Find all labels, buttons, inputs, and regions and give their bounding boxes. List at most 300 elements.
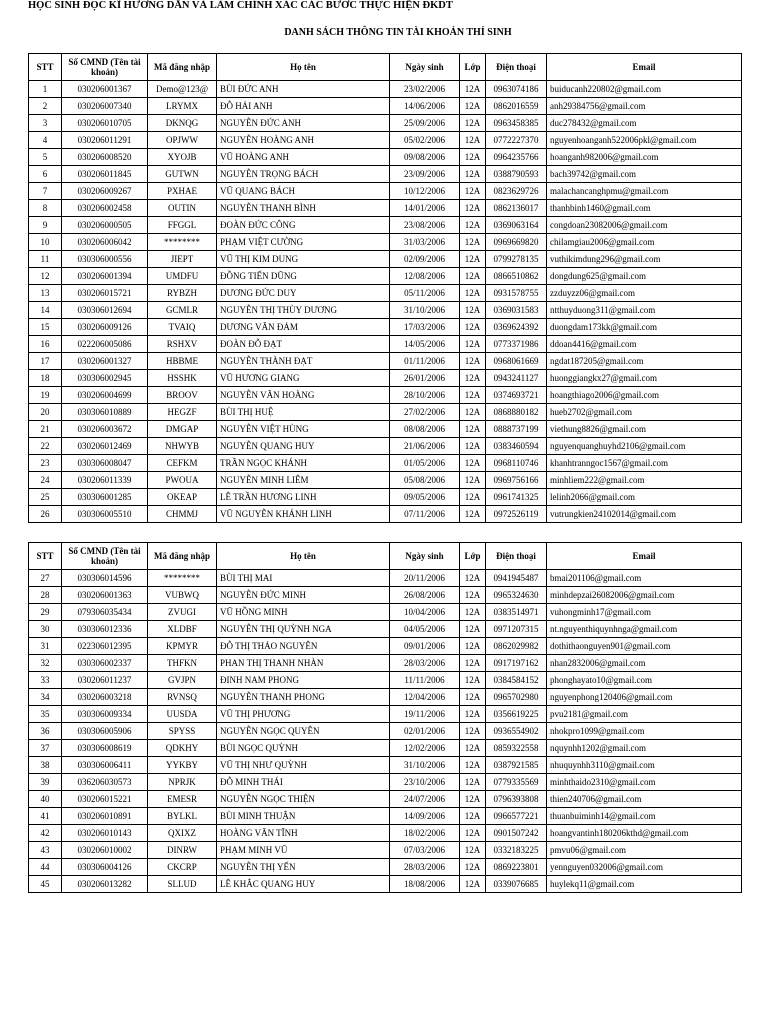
cell-phone: 0859322558 (486, 740, 547, 757)
cell-login-code: DKNQG (148, 115, 217, 132)
cell-birth-date: 05/11/2006 (390, 285, 460, 302)
cell-phone: 0796393808 (486, 791, 547, 808)
cell-phone: 0332183225 (486, 842, 547, 859)
cell-stt: 7 (29, 183, 62, 200)
cell-full-name: PHAN THỊ THANH NHÀN (217, 655, 390, 672)
cell-email: buiducanh220802@gmail.com (547, 81, 742, 98)
cell-birth-date: 02/01/2006 (390, 723, 460, 740)
cell-email: nguyenquanghuyhd2106@gmail.com (547, 438, 742, 455)
cell-id-number: 030306008047 (62, 455, 148, 472)
cell-phone: 0968061669 (486, 353, 547, 370)
cell-login-code: HEGZF (148, 404, 217, 421)
cell-full-name: NGUYỄN THỊ QUỲNH NGA (217, 621, 390, 638)
cell-id-number: 030306014596 (62, 570, 148, 587)
table-row (29, 166, 742, 183)
cell-class: 12A (460, 859, 486, 876)
cell-login-code: SPYSS (148, 723, 217, 740)
cell-birth-date: 23/09/2006 (390, 166, 460, 183)
cell-email: khanhtranngoc1567@gmail.com (547, 455, 742, 472)
cell-birth-date: 26/08/2006 (390, 587, 460, 604)
cell-birth-date: 23/02/2006 (390, 81, 460, 98)
cell-class: 12A (460, 774, 486, 791)
cell-login-code: ******** (148, 570, 217, 587)
table-row (29, 302, 742, 319)
cell-birth-date: 14/05/2006 (390, 336, 460, 353)
cell-birth-date: 14/06/2006 (390, 98, 460, 115)
cell-full-name: NGUYỄN ĐỨC ANH (217, 115, 390, 132)
cell-full-name: NGUYỄN VĂN HOÀNG (217, 387, 390, 404)
cell-class: 12A (460, 740, 486, 757)
cell-id-number: 030206011845 (62, 166, 148, 183)
cell-full-name: ĐỖ THỊ THẢO NGUYÊN (217, 638, 390, 655)
cell-login-code: NHWYB (148, 438, 217, 455)
cell-id-number: 030206007340 (62, 98, 148, 115)
cell-login-code: QDKHY (148, 740, 217, 757)
cell-email: dongdung625@gmail.com (547, 268, 742, 285)
table-row (29, 438, 742, 455)
col-header-full-name: Họ tên (217, 543, 390, 570)
cell-login-code: KPMYR (148, 638, 217, 655)
table-row (29, 825, 742, 842)
cell-stt: 38 (29, 757, 62, 774)
cell-birth-date: 04/05/2006 (390, 621, 460, 638)
cell-phone: 0384584152 (486, 672, 547, 689)
cell-id-number: 030306002945 (62, 370, 148, 387)
cell-birth-date: 01/11/2006 (390, 353, 460, 370)
cell-email: nhan2832006@gmail.com (547, 655, 742, 672)
col-header-birth-date: Ngày sinh (390, 54, 460, 81)
cell-full-name: NGUYỄN VIỆT HÙNG (217, 421, 390, 438)
cell-full-name: BÙI ĐỨC ANH (217, 81, 390, 98)
cell-login-code: QXIXZ (148, 825, 217, 842)
cell-id-number: 030206000505 (62, 217, 148, 234)
cell-class: 12A (460, 166, 486, 183)
table-row (29, 672, 742, 689)
cell-birth-date: 25/09/2006 (390, 115, 460, 132)
cell-id-number: 030306005510 (62, 506, 148, 523)
table-row (29, 285, 742, 302)
cell-login-code: OUTIN (148, 200, 217, 217)
cell-stt: 18 (29, 370, 62, 387)
cell-login-code: XYOJB (148, 149, 217, 166)
cell-class: 12A (460, 353, 486, 370)
cell-full-name: LÊ KHẮC QUANG HUY (217, 876, 390, 893)
cell-class: 12A (460, 876, 486, 893)
cell-phone: 0369624392 (486, 319, 547, 336)
cell-full-name: VŨ THỊ PHƯƠNG (217, 706, 390, 723)
cell-phone: 0799278135 (486, 251, 547, 268)
cell-full-name: ĐOÀN ĐỨC CÔNG (217, 217, 390, 234)
col-header-login-code: Mã đăng nhập (148, 54, 217, 81)
cell-full-name: BÙI THỊ MAI (217, 570, 390, 587)
cell-stt: 2 (29, 98, 62, 115)
cell-phone: 0869223801 (486, 859, 547, 876)
cell-id-number: 030206015221 (62, 791, 148, 808)
table-row (29, 621, 742, 638)
cell-login-code: GUTWN (148, 166, 217, 183)
cell-class: 12A (460, 285, 486, 302)
cell-id-number: 030206010002 (62, 842, 148, 859)
cell-stt: 21 (29, 421, 62, 438)
cell-stt: 45 (29, 876, 62, 893)
cell-email: nt.nguyenthiquynhnga@gmail.com (547, 621, 742, 638)
cell-birth-date: 20/11/2006 (390, 570, 460, 587)
table-row (29, 98, 742, 115)
col-header-stt: STT (29, 543, 62, 570)
cell-class: 12A (460, 689, 486, 706)
cell-phone: 0862029982 (486, 638, 547, 655)
cell-stt: 4 (29, 132, 62, 149)
table-row (29, 455, 742, 472)
cell-email: pvu2181@gmail.com (547, 706, 742, 723)
cell-login-code: ******** (148, 234, 217, 251)
col-header-phone: Điện thoại (486, 543, 547, 570)
table-row (29, 149, 742, 166)
cell-phone: 0862136017 (486, 200, 547, 217)
cell-id-number: 030306010889 (62, 404, 148, 421)
cell-login-code: UUSDA (148, 706, 217, 723)
cell-email: huylekq11@gmail.com (547, 876, 742, 893)
cell-email: zzduyzz06@gmail.com (547, 285, 742, 302)
cell-phone: 0966577221 (486, 808, 547, 825)
cell-id-number: 022206005086 (62, 336, 148, 353)
cell-stt: 9 (29, 217, 62, 234)
cell-birth-date: 19/11/2006 (390, 706, 460, 723)
cell-class: 12A (460, 655, 486, 672)
cell-email: vutrungkien24102014@gmail.com (547, 506, 742, 523)
cell-class: 12A (460, 825, 486, 842)
cell-class: 12A (460, 638, 486, 655)
cell-full-name: VŨ THỊ NHƯ QUỲNH (217, 757, 390, 774)
cell-stt: 14 (29, 302, 62, 319)
cell-full-name: NGUYỄN QUANG HUY (217, 438, 390, 455)
cell-login-code: BROOV (148, 387, 217, 404)
cell-full-name: NGUYỄN THỊ YẾN (217, 859, 390, 876)
cell-email: dothithaonguyen901@gmail.com (547, 638, 742, 655)
cell-class: 12A (460, 234, 486, 251)
cell-stt: 22 (29, 438, 62, 455)
cell-class: 12A (460, 200, 486, 217)
cell-email: hoangvantinh180206kthd@gmail.com (547, 825, 742, 842)
cell-phone: 0356619225 (486, 706, 547, 723)
cell-id-number: 036206030573 (62, 774, 148, 791)
cell-login-code: SLLUD (148, 876, 217, 893)
cell-birth-date: 07/11/2006 (390, 506, 460, 523)
cell-full-name: NGUYỄN TRỌNG BÁCH (217, 166, 390, 183)
cell-email: hueb2702@gmail.com (547, 404, 742, 421)
cell-stt: 25 (29, 489, 62, 506)
cell-class: 12A (460, 183, 486, 200)
cell-birth-date: 14/09/2006 (390, 808, 460, 825)
cell-phone: 0965324630 (486, 587, 547, 604)
cell-class: 12A (460, 98, 486, 115)
cell-class: 12A (460, 706, 486, 723)
cell-class: 12A (460, 723, 486, 740)
cell-login-code: CHMMJ (148, 506, 217, 523)
cell-stt: 8 (29, 200, 62, 217)
cell-phone: 0963074186 (486, 81, 547, 98)
cell-stt: 13 (29, 285, 62, 302)
table-row (29, 404, 742, 421)
col-header-phone: Điện thoại (486, 54, 547, 81)
cell-full-name: LÊ TRẦN HƯƠNG LINH (217, 489, 390, 506)
cell-class: 12A (460, 404, 486, 421)
cell-login-code: GVJPN (148, 672, 217, 689)
cell-full-name: HOÀNG VĂN TĨNH (217, 825, 390, 842)
cell-stt: 15 (29, 319, 62, 336)
cell-birth-date: 23/08/2006 (390, 217, 460, 234)
cell-phone: 0901507242 (486, 825, 547, 842)
cell-full-name: BÙI NGỌC QUỲNH (217, 740, 390, 757)
cell-id-number: 030206003672 (62, 421, 148, 438)
cell-id-number: 022306012395 (62, 638, 148, 655)
table-row (29, 723, 742, 740)
cell-stt: 10 (29, 234, 62, 251)
table-row (29, 604, 742, 621)
cell-full-name: VŨ HƯƠNG GIANG (217, 370, 390, 387)
cell-id-number: 030206010705 (62, 115, 148, 132)
cell-class: 12A (460, 472, 486, 489)
cell-id-number: 030206003218 (62, 689, 148, 706)
cell-phone: 0969669820 (486, 234, 547, 251)
cell-phone: 0339076685 (486, 876, 547, 893)
cell-login-code: PWOUA (148, 472, 217, 489)
cell-phone: 0965702980 (486, 689, 547, 706)
cell-login-code: CEFKM (148, 455, 217, 472)
cell-phone: 0383460594 (486, 438, 547, 455)
cell-class: 12A (460, 217, 486, 234)
cell-login-code: BYLKL (148, 808, 217, 825)
cell-full-name: NGUYỄN NGỌC THIỆN (217, 791, 390, 808)
cell-phone: 0968110746 (486, 455, 547, 472)
cell-phone: 0943241127 (486, 370, 547, 387)
cell-birth-date: 09/08/2006 (390, 149, 460, 166)
table-row (29, 421, 742, 438)
cell-stt: 33 (29, 672, 62, 689)
cell-id-number: 030206011339 (62, 472, 148, 489)
table-row (29, 706, 742, 723)
cell-full-name: NGUYỄN ĐỨC MINH (217, 587, 390, 604)
cell-stt: 3 (29, 115, 62, 132)
cell-class: 12A (460, 387, 486, 404)
cell-class: 12A (460, 81, 486, 98)
col-header-email: Email (547, 54, 742, 81)
cell-phone: 0936554902 (486, 723, 547, 740)
cell-stt: 31 (29, 638, 62, 655)
cell-class: 12A (460, 370, 486, 387)
cell-full-name: DƯƠNG VĂN ĐẢM (217, 319, 390, 336)
cell-id-number: 079306035434 (62, 604, 148, 621)
cell-birth-date: 18/02/2006 (390, 825, 460, 842)
cell-id-number: 030206002458 (62, 200, 148, 217)
cell-stt: 42 (29, 825, 62, 842)
cell-phone: 0969756166 (486, 472, 547, 489)
cell-birth-date: 05/08/2006 (390, 472, 460, 489)
cell-full-name: ĐINH NAM PHONG (217, 672, 390, 689)
cell-full-name: ĐỖ HẢI ANH (217, 98, 390, 115)
cell-stt: 12 (29, 268, 62, 285)
cell-full-name: BÙI MINH THUẬN (217, 808, 390, 825)
cell-email: nguyenhoanganh522006pkl@gmail.com (547, 132, 742, 149)
cell-login-code: JIEPT (148, 251, 217, 268)
table-header-row (29, 543, 742, 570)
cell-login-code: Demo@123@ (148, 81, 217, 98)
col-header-stt: STT (29, 54, 62, 81)
cell-birth-date: 07/03/2006 (390, 842, 460, 859)
table-row (29, 808, 742, 825)
cell-class: 12A (460, 808, 486, 825)
cell-phone: 0388790593 (486, 166, 547, 183)
cell-stt: 20 (29, 404, 62, 421)
table-row (29, 336, 742, 353)
cell-full-name: DƯƠNG ĐỨC DUY (217, 285, 390, 302)
cell-login-code: DINRW (148, 842, 217, 859)
cell-id-number: 030206001363 (62, 587, 148, 604)
cell-email: duc278432@gmail.com (547, 115, 742, 132)
cell-birth-date: 28/10/2006 (390, 387, 460, 404)
cell-id-number: 030306000556 (62, 251, 148, 268)
cell-phone: 0964235766 (486, 149, 547, 166)
cell-phone: 0862016559 (486, 98, 547, 115)
cell-birth-date: 27/02/2006 (390, 404, 460, 421)
cell-stt: 43 (29, 842, 62, 859)
cell-phone: 0823629726 (486, 183, 547, 200)
cell-id-number: 030306001285 (62, 489, 148, 506)
col-header-email: Email (547, 543, 742, 570)
cell-phone: 0963458385 (486, 115, 547, 132)
cell-login-code: RVNSQ (148, 689, 217, 706)
cell-stt: 11 (29, 251, 62, 268)
cell-full-name: NGUYỄN THANH BÌNH (217, 200, 390, 217)
cell-birth-date: 12/02/2006 (390, 740, 460, 757)
table-row (29, 472, 742, 489)
cell-login-code: TVAIQ (148, 319, 217, 336)
cell-phone: 0369031583 (486, 302, 547, 319)
cell-birth-date: 10/12/2006 (390, 183, 460, 200)
cell-login-code: RYBZH (148, 285, 217, 302)
cell-full-name: NGUYỄN HOÀNG ANH (217, 132, 390, 149)
cell-email: viethung8826@gmail.com (547, 421, 742, 438)
cell-stt: 26 (29, 506, 62, 523)
cell-phone: 0931578755 (486, 285, 547, 302)
cell-email: congdoan23082006@gmail.com (547, 217, 742, 234)
cell-id-number: 030206013282 (62, 876, 148, 893)
cell-login-code: VUBWQ (148, 587, 217, 604)
cell-full-name: PHẠM VIỆT CƯỜNG (217, 234, 390, 251)
cell-id-number: 030206001327 (62, 353, 148, 370)
cell-birth-date: 09/01/2006 (390, 638, 460, 655)
col-header-full-name: Họ tên (217, 54, 390, 81)
cell-phone: 0868880182 (486, 404, 547, 421)
table-row (29, 370, 742, 387)
cell-id-number: 030206011291 (62, 132, 148, 149)
cell-full-name: ĐỖ MINH THÁI (217, 774, 390, 791)
table-row (29, 655, 742, 672)
cell-email: nguyenphong120406@gmail.com (547, 689, 742, 706)
cell-id-number: 030206001367 (62, 81, 148, 98)
cell-id-number: 030306006411 (62, 757, 148, 774)
cell-phone: 0972526119 (486, 506, 547, 523)
cell-class: 12A (460, 489, 486, 506)
cell-birth-date: 10/04/2006 (390, 604, 460, 621)
cell-email: hoangthiago2006@gmail.com (547, 387, 742, 404)
col-header-class: Lớp (460, 543, 486, 570)
cell-birth-date: 11/11/2006 (390, 672, 460, 689)
cell-stt: 34 (29, 689, 62, 706)
cell-birth-date: 14/01/2006 (390, 200, 460, 217)
col-header-id-number: Số CMND (Tên tài khoản) (62, 543, 148, 570)
table-row (29, 183, 742, 200)
cell-full-name: VŨ NGUYỄN KHÁNH LINH (217, 506, 390, 523)
cell-login-code: CKCRP (148, 859, 217, 876)
cell-full-name: NGUYỄN MINH LIÊM (217, 472, 390, 489)
cell-email: ntthuyduong311@gmail.com (547, 302, 742, 319)
cell-class: 12A (460, 302, 486, 319)
cell-birth-date: 18/08/2006 (390, 876, 460, 893)
cell-class: 12A (460, 672, 486, 689)
table-row (29, 132, 742, 149)
cell-login-code: YYKBY (148, 757, 217, 774)
cell-stt: 23 (29, 455, 62, 472)
cell-id-number: 030306005906 (62, 723, 148, 740)
cell-full-name: ĐOÀN ĐỖ ĐẠT (217, 336, 390, 353)
cell-id-number: 030206006042 (62, 234, 148, 251)
cell-class: 12A (460, 757, 486, 774)
col-header-class: Lớp (460, 54, 486, 81)
cell-stt: 44 (29, 859, 62, 876)
cell-login-code: OPJWW (148, 132, 217, 149)
cell-birth-date: 26/01/2006 (390, 370, 460, 387)
cell-email: phonghayato10@gmail.com (547, 672, 742, 689)
table-row (29, 387, 742, 404)
cell-full-name: PHẠM MINH VŨ (217, 842, 390, 859)
cell-birth-date: 31/03/2006 (390, 234, 460, 251)
cell-class: 12A (460, 149, 486, 166)
cell-stt: 41 (29, 808, 62, 825)
table-row (29, 115, 742, 132)
cell-id-number: 030206010143 (62, 825, 148, 842)
cell-birth-date: 31/10/2006 (390, 302, 460, 319)
cell-class: 12A (460, 604, 486, 621)
cell-login-code: HBBME (148, 353, 217, 370)
table-row (29, 757, 742, 774)
cell-full-name: NGUYỄN NGỌC QUYÊN (217, 723, 390, 740)
cell-id-number: 030306002337 (62, 655, 148, 672)
cell-phone: 0961741325 (486, 489, 547, 506)
cell-email: thien240706@gmail.com (547, 791, 742, 808)
cell-class: 12A (460, 319, 486, 336)
table-row (29, 587, 742, 604)
cell-class: 12A (460, 570, 486, 587)
cell-class: 12A (460, 268, 486, 285)
cell-login-code: OKEAP (148, 489, 217, 506)
cell-email: nhokpro1099@gmail.com (547, 723, 742, 740)
cell-email: yennguyen032006@gmail.com (547, 859, 742, 876)
table-row (29, 638, 742, 655)
table-body-2 (29, 570, 742, 893)
cell-stt: 16 (29, 336, 62, 353)
cell-email: hoanganh982006@gmail.com (547, 149, 742, 166)
cell-full-name: ĐỒNG TIẾN DŨNG (217, 268, 390, 285)
cell-id-number: 030206008520 (62, 149, 148, 166)
cell-stt: 1 (29, 81, 62, 98)
cell-phone: 0888737199 (486, 421, 547, 438)
cell-login-code: EMESR (148, 791, 217, 808)
cell-phone: 0374693721 (486, 387, 547, 404)
cell-phone: 0772227370 (486, 132, 547, 149)
cell-email: ddoan4416@gmail.com (547, 336, 742, 353)
cell-id-number: 030206004699 (62, 387, 148, 404)
